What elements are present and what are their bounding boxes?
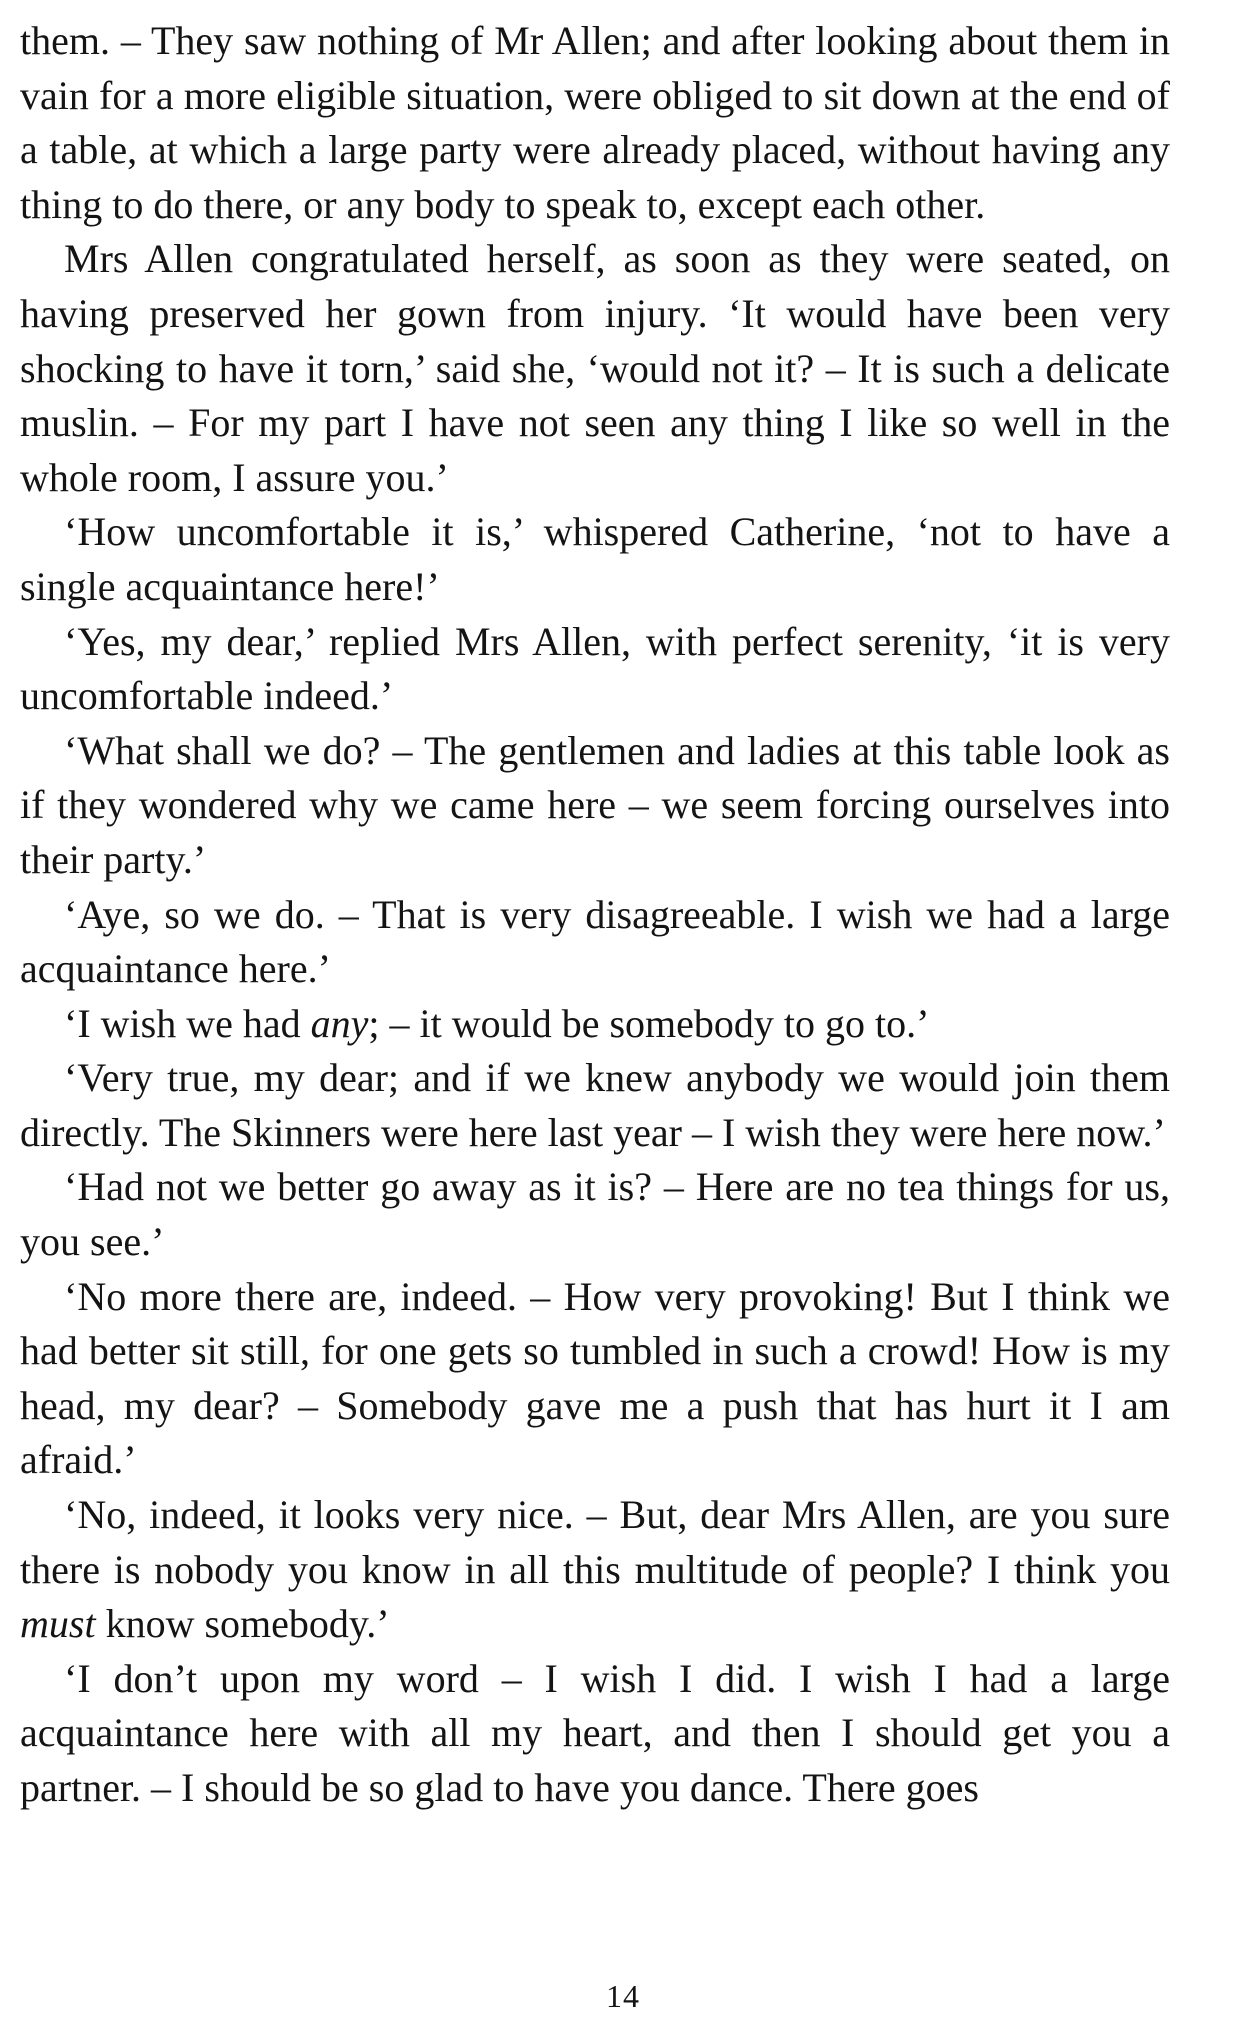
paragraph-8: ‘Very true, my dear; and if we knew anybody we would join them directly. The Skinners were here last year – I wish they were here now.’	[20, 1055, 1170, 1155]
paragraph-6: ‘Aye, so we do. – That is very disagreeable. I wish we had a large acquaintance here.’	[20, 891, 1170, 992]
paragraph-7-before: ‘I wish we had	[64, 1000, 311, 1046]
paragraph-2: Mrs Allen congratulated herself, as soon as they were seated, on having preserved her gown from injury. ‘It would have been very shocking to have it torn,’ said she, ‘would not it? – It is such a delicate muslin. – For my part I have not seen any thing I like so well in the whole room, I assure you.’	[20, 236, 1170, 500]
paragraph-12: ‘I don’t upon my word – I wish I did. I wish I had a large acquaintance here with all my heart, and then I should get you a partner. – I should be so glad to have you dance. There goes	[20, 1655, 1170, 1810]
page-number: 14	[606, 1978, 640, 2014]
paragraph-11-emphasis: must	[20, 1601, 96, 1647]
paragraph-11-before: ‘No, indeed, it looks very nice. – But, dear Mrs Allen, are you sure there is nobody you know in all this multitude of people? I think you	[20, 1492, 1170, 1592]
paragraph-7-after: ; – it would be somebody to go to.’	[368, 1000, 930, 1046]
paragraph-7	[20, 997, 1170, 1052]
paragraph-4: ‘Yes, my dear,’ replied Mrs Allen, with perfect serenity, ‘it is very uncomfortable indeed.’	[20, 618, 1170, 719]
paragraph-1: them. – They saw nothing of Mr Allen; and after looking about them in vain for a more eligible situation, were obliged to sit down at the end of a table, at which a large party were already placed, without having any thing to do there, or any body to speak to, except each other.	[20, 18, 1170, 227]
paragraph-11	[20, 1488, 1170, 1652]
paragraph-3: ‘How uncomfortable it is,’ whispered Catherine, ‘not to have a single acquaintance here!’	[20, 509, 1170, 609]
paragraph-10: ‘No more there are, indeed. – How very provoking! But I think we had better sit still, for one gets so tumbled in such a crowd! How is my head, my dear? – Somebody gave me a push that has hurt it I am afraid.’	[20, 1273, 1170, 1483]
paragraph-9: ‘Had not we better go away as it is? – Here are no tea things for us, you see.’	[20, 1164, 1170, 1265]
paragraph-5: ‘What shall we do? – The gentlemen and ladies at this table look as if they wondered why we came here – we seem forcing ourselves into their party.’	[20, 727, 1170, 882]
paragraph-7-emphasis: any	[310, 1000, 369, 1046]
paragraph-11-after: know somebody.’	[95, 1601, 390, 1647]
body-text	[20, 14, 1170, 1816]
